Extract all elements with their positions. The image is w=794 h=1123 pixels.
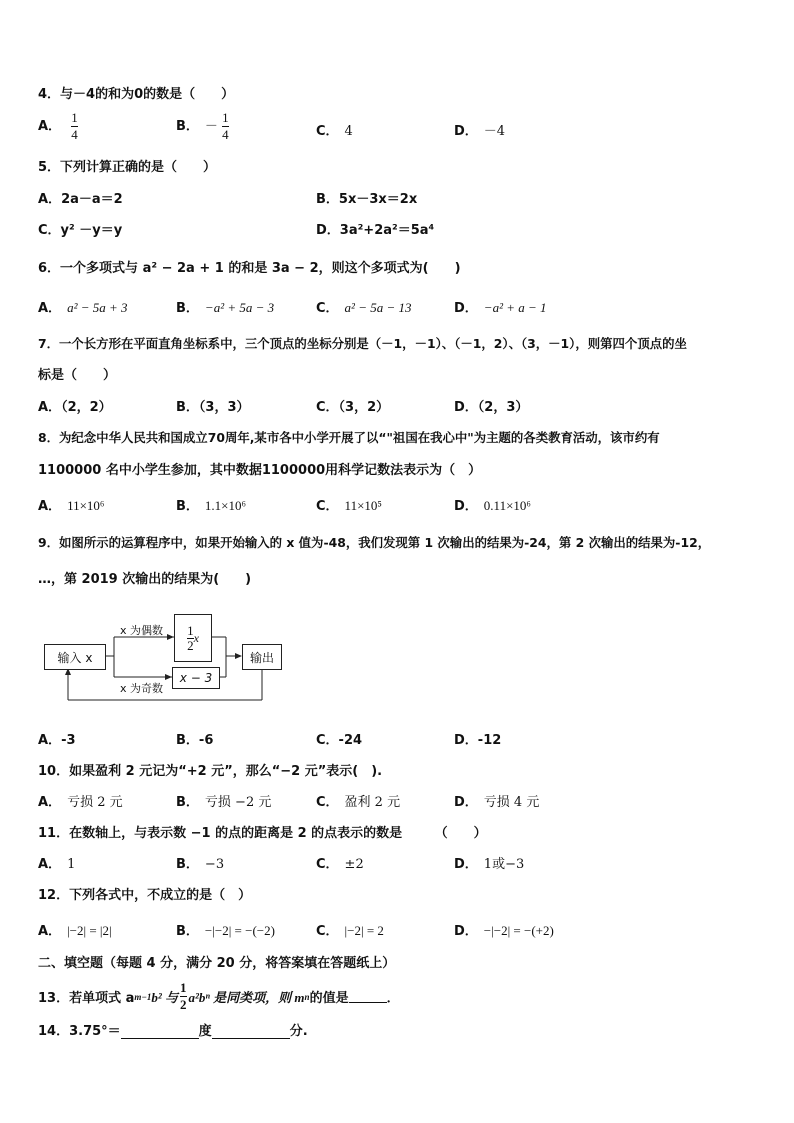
q4-option-d: D． －4 [454, 124, 506, 139]
q7-option-c: C．（3，2） [316, 400, 390, 415]
q11-option-d: D． 1或−3 [454, 857, 525, 872]
flow-half-box: $\frac{1}{2}$ x [174, 614, 212, 662]
q6-option-a: A． a² − 5a + 3 [38, 300, 128, 316]
q14-degree-blank[interactable] [121, 1026, 199, 1039]
question-13-stem: 13．若单项式 a m−1 b² 与 $\frac{1}{2}$ a²bⁿ 是同类项，则 m n 的值是 ． [38, 980, 400, 1012]
question-10-stem: 10．如果盈利 2 元记为“+2 元”，那么“−2 元”表示( ). [38, 764, 383, 779]
q11-option-a: A． 1 [38, 857, 76, 872]
q8-option-d: D． 0.11×10⁶ [454, 498, 531, 514]
q10-option-c: C． 盈利 2 元 [316, 795, 401, 810]
question-11-stem: 11．在数轴上，与表示数 −1 的点的距离是 2 的点表示的数是 （ ） [38, 826, 487, 841]
question-5-stem: 5．下列计算正确的是（ ） [38, 160, 217, 175]
question-8-stem-line2: 1100000 名中小学生参加，其中数据1100000用科学记数法表示为（ ） [38, 463, 482, 478]
q7-option-d: D．（2，3） [454, 400, 529, 415]
q5-option-d: D．3a²+2a²＝5a⁴ [316, 223, 435, 238]
q7-option-b: B．（3，3） [176, 400, 250, 415]
q13-answer-blank[interactable] [349, 990, 387, 1003]
q8-option-b: B． 1.1×10⁶ [176, 498, 247, 514]
flow-minus-box: x − 3 [172, 667, 220, 689]
q9-option-d: D．-12 [454, 733, 502, 748]
q9-option-c: C．-24 [316, 733, 363, 748]
q6-option-c: C． a² − 5a − 13 [316, 300, 412, 316]
q7-option-a: A．（2，2） [38, 400, 112, 415]
flow-output-box: 输出 [242, 644, 282, 670]
question-6-stem: 6．一个多项式与 a² − 2a + 1 的和是 3a − 2，则这个多项式为( ) [38, 261, 461, 276]
q4-option-c: C． 4 [316, 124, 353, 139]
question-14-stem: 14．3.75°＝ 度 分. [38, 1024, 308, 1039]
flow-odd-label: x 为奇数 [120, 682, 164, 695]
q8-option-a: A． 11×10⁶ [38, 498, 105, 514]
flow-even-label: x 为偶数 [120, 624, 164, 637]
q11-option-b: B． −3 [176, 857, 225, 872]
question-8-stem-line1: 8．为纪念中华人民共和国成立70周年,某市各中小学开展了以“"祖国在我心中"为主题的各类教育活动，该市约有 [38, 430, 660, 445]
q6-option-d: D． −a² + a − 1 [454, 300, 547, 316]
q6-option-b: B． −a² + 5a − 3 [176, 300, 275, 316]
q10-option-b: B． 亏损 −2 元 [176, 795, 272, 810]
q5-option-b: B．5x－3x＝2x [316, 192, 418, 207]
question-12-stem: 12．下列各式中，不成立的是（ ） [38, 888, 252, 903]
question-4-stem: 4．与－4的和为0的数是（ ） [38, 87, 235, 102]
q11-option-c: C． ±2 [316, 857, 364, 872]
q10-option-d: D． 亏损 4 元 [454, 795, 540, 810]
question-9-stem-line2: …，第 2019 次输出的结果为( ) [38, 572, 252, 587]
q12-option-d: D． −|−2| = −(+2) [454, 923, 554, 939]
question-9-stem-line1: 9．如图所示的运算程序中，如果开始输入的 x 值为-48，我们发现第 1 次输出的结果为-24，第 2 次输出的结果为-12， [38, 535, 711, 550]
q4-option-b: B． － $\frac{1}{4}$ [176, 110, 229, 142]
q12-option-a: A． |−2| = |2| [38, 923, 112, 939]
section-2-heading: 二、填空题（每题 4 分，满分 20 分，将答案填在答题纸上） [38, 956, 396, 971]
q5-option-a: A．2a－a＝2 [38, 192, 123, 207]
q9-option-a: A．-3 [38, 733, 76, 748]
q5-option-c: C．y² －y＝y [38, 223, 123, 238]
q10-option-a: A． 亏损 2 元 [38, 795, 123, 810]
question-7-stem-line2: 标是（ ） [38, 368, 117, 383]
question-7-stem-line1: 7．一个长方形在平面直角坐标系中，三个顶点的坐标分别是（－1，－1）、（－1，2）、（3，－1），则第四个顶点的坐 [38, 336, 687, 351]
q8-option-c: C． 11×10⁵ [316, 498, 382, 514]
q12-option-b: B． −|−2| = −(−2) [176, 923, 275, 939]
q12-option-c: C． |−2| = 2 [316, 923, 384, 939]
flow-input-box: 输入 x [44, 644, 106, 670]
q4-option-a: A． $\frac{1}{4}$ [38, 110, 78, 142]
q14-minute-blank[interactable] [212, 1026, 290, 1039]
q9-option-b: B．-6 [176, 733, 214, 748]
